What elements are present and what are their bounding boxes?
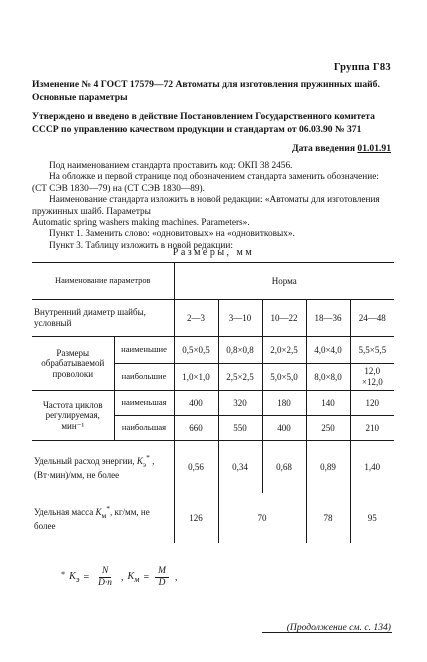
- table-cell: 24—48: [350, 300, 394, 337]
- table-cell: 18—36: [306, 300, 350, 337]
- table-cell: 0,56: [174, 441, 218, 494]
- amendment-text: [32, 161, 394, 252]
- table-cell: 2—3: [174, 300, 218, 337]
- mass-label-start: Удельная масса: [34, 507, 96, 517]
- sub-label-min: наименьшая: [114, 391, 174, 416]
- table-cell: 78: [306, 493, 350, 543]
- table-cell: 4,0×4,0: [306, 337, 350, 364]
- table-cell: 400: [174, 391, 218, 416]
- table-cell: 70: [218, 493, 306, 543]
- energy-symbol: K: [136, 456, 143, 466]
- mass-footnote-mark: *: [106, 504, 110, 513]
- table-cell: 0,34: [218, 441, 262, 494]
- continuation-rule: [262, 632, 392, 633]
- introduction-date: [292, 143, 391, 154]
- table-header-row: [32, 263, 394, 300]
- group-label: Группа Г83: [333, 62, 391, 73]
- parameters-table: [32, 262, 394, 543]
- introduction-date-label: Дата введения: [291, 143, 358, 154]
- table-row: [32, 391, 394, 416]
- sub-label-min: наименьшие: [114, 337, 174, 364]
- table-row: [32, 337, 394, 364]
- footnote-formula: * $K_э$ = $\frac{N}{D\cdot n}$ , $K_м$ = $\frac{M}{D}$ ,: [61, 566, 178, 588]
- table-cell: 126: [174, 493, 218, 543]
- table-units-caption: Размеры, мм: [172, 247, 255, 258]
- row-label-diameter: Внутренний диаметр шайбы, условный: [32, 300, 174, 337]
- paragraph-item-3: Пункт 3. Таблицу изложить в новой редакции:: [49, 240, 233, 251]
- energy-label-end: , (Вт·мин)/мм, не более: [34, 456, 155, 481]
- formula-k-m: $K_м$: [127, 571, 140, 584]
- table-cell: 180: [262, 391, 306, 416]
- table-row: [32, 441, 394, 494]
- table-cell: 660: [174, 416, 218, 441]
- table-cell: 0,8×0,8: [218, 337, 262, 364]
- formula-fraction-energy: $\frac{N}{D\cdot n}$: [98, 566, 112, 588]
- paragraph-english-title: Automatic spring washers making machines. Parameters».: [32, 218, 250, 229]
- paragraph-okp-code: Под наименованием стандарта проставить код: ОКП 38 2456.: [49, 161, 293, 171]
- table-cell: 3—10: [218, 300, 262, 337]
- table-cell: 250: [306, 416, 350, 441]
- table-cell: 1,40: [350, 441, 394, 494]
- row-label-wire: Размеры обрабатываемой проволоки: [32, 337, 114, 391]
- formula-fraction-mass: $\frac{M}{D}$: [155, 566, 169, 589]
- table-cell: 0,68: [262, 441, 306, 494]
- mass-symbol-sub: м: [101, 510, 107, 520]
- formula-footnote-mark: *: [61, 570, 66, 580]
- table-cell: 2,0×2,5: [262, 337, 306, 364]
- table-cell: 400: [262, 416, 306, 441]
- row-label-energy: [32, 441, 174, 494]
- row-label-mass: [32, 493, 174, 543]
- table-row: [32, 493, 394, 543]
- header-norm: Норма: [174, 263, 394, 300]
- energy-footnote-mark: *: [146, 453, 150, 462]
- table-cell: 12,0 ×12,0: [350, 364, 394, 391]
- approval-statement: Утверждено и введено в действие Постановлением Государственного комитета СССР по управлению качеством продукции и стандартам от 06.03.90 № 371: [32, 111, 375, 135]
- table-cell: 5,0×5,0: [262, 364, 306, 391]
- row-label-frequency: Частота циклов регулируемая, мин⁻¹: [32, 391, 114, 441]
- introduction-date-value: 01.01.91: [357, 143, 391, 154]
- table-cell: 550: [218, 416, 262, 441]
- table-cell: 0,89: [306, 441, 350, 494]
- energy-symbol-sub: э: [142, 459, 147, 469]
- table-cell: 95: [350, 493, 394, 543]
- sub-label-max: наибольшая: [114, 416, 174, 441]
- document-title: Изменение № 4 ГОСТ 17579—72 Автоматы для изготовления пружинных шайб. Основные параметры: [32, 79, 380, 103]
- sub-label-max: наибольшие: [114, 364, 174, 391]
- energy-label-start: Удельный расход энергии,: [34, 456, 137, 466]
- table-cell: 5,5×5,5: [350, 337, 394, 364]
- mass-label-end: , кг/мм, не более: [34, 507, 150, 532]
- table-cell: 320: [218, 391, 262, 416]
- table-cell: 0,5×0,5: [174, 337, 218, 364]
- mass-symbol: K: [95, 507, 102, 517]
- table-cell: 140: [306, 391, 350, 416]
- header-parameter-name: Наименование параметров: [32, 263, 174, 300]
- table-cell: 10—22: [262, 300, 306, 337]
- table-cell: 1,0×1,0: [174, 364, 218, 391]
- continuation-note: (Продолжение см. с. 134): [286, 622, 391, 633]
- formula-k-e: $K_э$: [69, 571, 80, 584]
- paragraph-cover-change: На обложке и первой странице под обозначением стандарта заменить обозначение: (СТ СЭВ 1830—79) на (СТ СЭВ 1830—89).: [32, 172, 379, 194]
- paragraph-item-1: Пункт 1. Заменить слово: «одновитовых» на «одновитковых».: [49, 229, 295, 240]
- paragraph-new-title: Наименование стандарта изложить в новой редакции: «Автоматы для изготовления пружинных шайб. Параметры: [32, 195, 380, 217]
- table-cell: 8,0×8,0: [306, 364, 350, 391]
- table-cell: 120: [350, 391, 394, 416]
- table-cell: 2,5×2,5: [218, 364, 262, 391]
- table-row: [32, 300, 394, 337]
- table-cell: 210: [350, 416, 394, 441]
